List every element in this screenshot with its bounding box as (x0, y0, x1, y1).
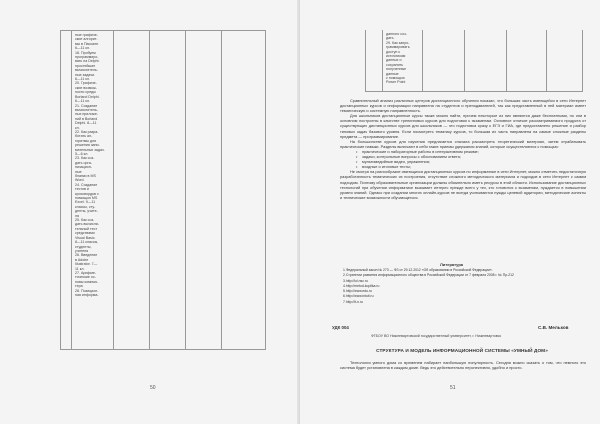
table-cell-line: простейшие (75, 63, 96, 68)
bullet-item: • входные и итоговые тесты; (362, 164, 586, 169)
table-divider (422, 30, 423, 91)
table-cell-line: дать вычисли- (75, 222, 100, 227)
table-cell-line: Illustrator. 7— (75, 262, 98, 267)
table-cell-line: средствами (75, 231, 95, 236)
table-cell-line: программиро- (75, 55, 99, 60)
literature-list (343, 268, 583, 305)
literature-item: 7.http://it-n.ru (343, 299, 363, 304)
table-cell-line: мы в Паскале. (75, 41, 100, 46)
article-intro (340, 360, 586, 370)
table-cell-line: тера (75, 284, 83, 289)
table-cell-line: ний в Borland (75, 116, 98, 121)
table-cell-line: в Adobe (75, 257, 89, 262)
table-cell-line: ные задачи. (75, 72, 96, 77)
table-cell-line: 6—11 кл. (75, 46, 91, 51)
table-cell-line: данные (386, 71, 399, 76)
literature-item: 6.http://www.intuit.ru (343, 294, 374, 299)
table-cell-topics (75, 33, 109, 297)
table-cell-line: решения зани- (75, 143, 100, 148)
literature-heading: Литература (440, 262, 464, 267)
table-cell-line: кроссвордов с (75, 191, 99, 196)
table-cell-line: Delphi. 8—11 (75, 121, 97, 126)
table-divider (546, 30, 547, 91)
table-cell-line: классы, сту- (75, 204, 96, 209)
author-affiliation: ФГБОУ ВО Нижневартовский государственный университет, г. Нижневартовск (371, 334, 502, 338)
table-cell-line: Borland Delphi. (75, 94, 100, 99)
table-divider (506, 30, 507, 91)
article-title: СТРУКТУРА И МОДЕЛЬ ИНФОРМАЦИОННОЙ СИСТЕМЫ «УМНЫЙ ДОМ» (376, 348, 548, 353)
table-cell-line: дать. (386, 36, 395, 41)
bullet-item: • практические и лабораторные работы в интерактивном режиме; (362, 149, 586, 154)
table-divider (113, 31, 114, 349)
courses-table-end (365, 30, 583, 92)
table-cell-line: граммировать (386, 45, 410, 50)
table-cell-line: ных приложе- (75, 112, 99, 117)
table-cell-line: вычислитель- (75, 107, 98, 112)
body-text (340, 98, 586, 200)
table-cell-line: 24. Создание (75, 182, 98, 187)
table-cell-line: низацион- (75, 165, 92, 170)
udk-code: УДК 004 (332, 325, 349, 330)
page-number-left: 50 (150, 385, 156, 391)
table-cell-line: 6—11 кл. (75, 77, 91, 82)
table-divider (464, 30, 465, 91)
table-cell-line: вычислитель- (75, 68, 98, 73)
paragraph: Не смотря на разнообразие имеющихся дистанционных курсов по информатике в сети Интернет, можно отметить недостаточную разработанность тематических их построения, отсутствие сложного методического материала и подходов в сети Интернет с самим подходом. Поэтому образовательные организации должны обязательно иметь ресурсы в этой области. Использование дистанционных технологий при обучении информатике вызывает интерес прежде всего у тех, кто готовится к экзаменам, нуждается в повышении уровня знаний. Однако при создании многих онлайн-курсов не всегда учитываются нужды целевой аудитории, методические аспекты и технические возможности обучающегося. (340, 169, 586, 200)
table-cell-line: горитмы для (75, 138, 97, 143)
table-cell-line: Word. (75, 178, 85, 183)
table-cell-line: ные (75, 169, 82, 174)
table-cell-line: данных и (386, 58, 402, 63)
table-cell-line: тические ос- (75, 275, 96, 280)
table-cell-line: 21. Создание (75, 103, 98, 108)
table-cell-line: 20. Графиче- (75, 81, 97, 86)
table-cell-line: ля (75, 213, 80, 218)
bullet-list (340, 149, 586, 169)
table-cell-line: 28. Позицион- (75, 288, 99, 293)
table-cell-line: студенты, (75, 244, 92, 249)
table-cell-line: бланки в MS (75, 174, 96, 178)
table-cell-line: новы компью- (75, 279, 99, 284)
courses-table-continued (60, 30, 266, 350)
literature-item: 3.http://ioi.nsc.ru (343, 278, 368, 283)
table-cell-line: мательных задач. (75, 147, 105, 152)
paragraph: На большинстве курсов для изучения предлагается сначала рассмотреть теоретический материал, затем отрабатывать практические навыки. Разделы включают в себя такие приемы удержания знаний, которые осуществляются с помощью: (340, 138, 586, 149)
table-cell-line: учителя (75, 248, 89, 253)
table-cell-line: Visual Basic. (75, 235, 96, 240)
paragraph: Для школьников дистанционные курсы также можно найти, причем некоторые из них являются даже бесплатными, но они в основном построены в качестве тренинговых курсов для подготовки к экзаменам. Основное отличие рассматриваемого продукта от существующих дистанционных курсов для школьников — это подготовка сразу к ЕГЭ и ГИА, где предоставлено решение и разбор типовых задач базового уровня. Если посмотреть тематику курсов, то большая их часть направлена на самые сложные разделы предмета — программирование. (340, 113, 586, 139)
table-cell-line: ские возмож- (75, 85, 97, 90)
table-cell-line: вать на Delphi: (75, 59, 100, 64)
table-cell-line: ности среды (75, 90, 96, 95)
table-cell-line: 22. Как разра- (75, 129, 99, 134)
literature-item: 2.Стратегии развития информационного общества в Российской Федерации от 7 февраля 2008 г. № Пр-212 (343, 273, 514, 278)
bullet-item: • задачи, контрольные вопросы с обоснованием ответа; (362, 154, 586, 159)
table-cell-line: ские алгорит- (75, 37, 98, 42)
table-cell-line: тельный тест (75, 226, 98, 231)
table-cell-line: Power Point (386, 80, 406, 85)
page-number-right: 51 (450, 385, 456, 391)
paragraph: Технология умного дома со временем набирает наибольшую популярность. Сегодня можно сказать о том, что немного это система будет установлена в каждом доме. Ведь это действительно перспективно, удобно и просто. (340, 360, 586, 371)
table-cell-line: доступ к (386, 49, 400, 54)
table-cell-line: Excel. 9—11 (75, 200, 96, 205)
table-cell-topics (386, 32, 418, 85)
author-name: С.В. Мельков (538, 325, 569, 330)
table-cell-line: 29. Как запро- (386, 40, 410, 45)
table-cell-line: данного соз- (386, 32, 407, 36)
table-divider (221, 31, 222, 349)
table-cell-line: 23. Как соз- (75, 156, 95, 161)
table-cell-line: 6—11 кл. (75, 99, 91, 104)
table-cell-line: 26. Введение (75, 253, 98, 258)
table-cell-line: ная информа- (75, 292, 99, 297)
table-cell-line: 27. Арифме- (75, 270, 97, 275)
table-cell-line: кл. (75, 125, 80, 130)
table-divider (71, 31, 72, 349)
table-cell-line: 25. Как соз- (75, 218, 95, 223)
table-cell-line: помощью MS (75, 196, 98, 201)
literature-item: 5.http://www.edu.ru (343, 289, 373, 294)
literature-item: 1.Федеральный закон № 273 — ФЗ от 29.12.2012 «Об образовании в Российской Федерации». (343, 268, 493, 272)
table-cell-line: 18. Пробуем (75, 50, 96, 55)
bullet-item: • мультимедийные видео, упражнения; (362, 159, 586, 164)
table-cell-line: полученные (386, 67, 407, 72)
paragraph: Сравнительный анализ различных центров дистанционного обучения показал, что большая часть имеющейся в сети Интернет дистанционных курсов и информации направлена на студентов и преподавателей, так как представленный в ней материал имеет тематическую и системную направленность. (340, 98, 586, 114)
table-divider (149, 31, 150, 349)
table-cell-line: источникам (386, 54, 406, 59)
table-divider (185, 31, 186, 349)
table-cell-line: дать орга- (75, 160, 92, 165)
table-cell-line: 11 кл. (75, 266, 85, 271)
table-cell-line: 8—11 классы, (75, 240, 99, 245)
literature-item: 4.http://metod-kopilka.ru (343, 283, 380, 288)
table-cell-line: ные графиче- (75, 33, 98, 37)
table-cell-line: тестов и (75, 187, 89, 192)
table-divider (382, 30, 383, 91)
table-cell-line: сохранять (386, 62, 404, 67)
table-cell-line: с помощью (386, 76, 405, 81)
table-cell-line: ботать ал- (75, 134, 93, 139)
table-cell-line: денты, учите- (75, 209, 98, 214)
table-cell-line: 5—6 кл. (75, 151, 89, 156)
